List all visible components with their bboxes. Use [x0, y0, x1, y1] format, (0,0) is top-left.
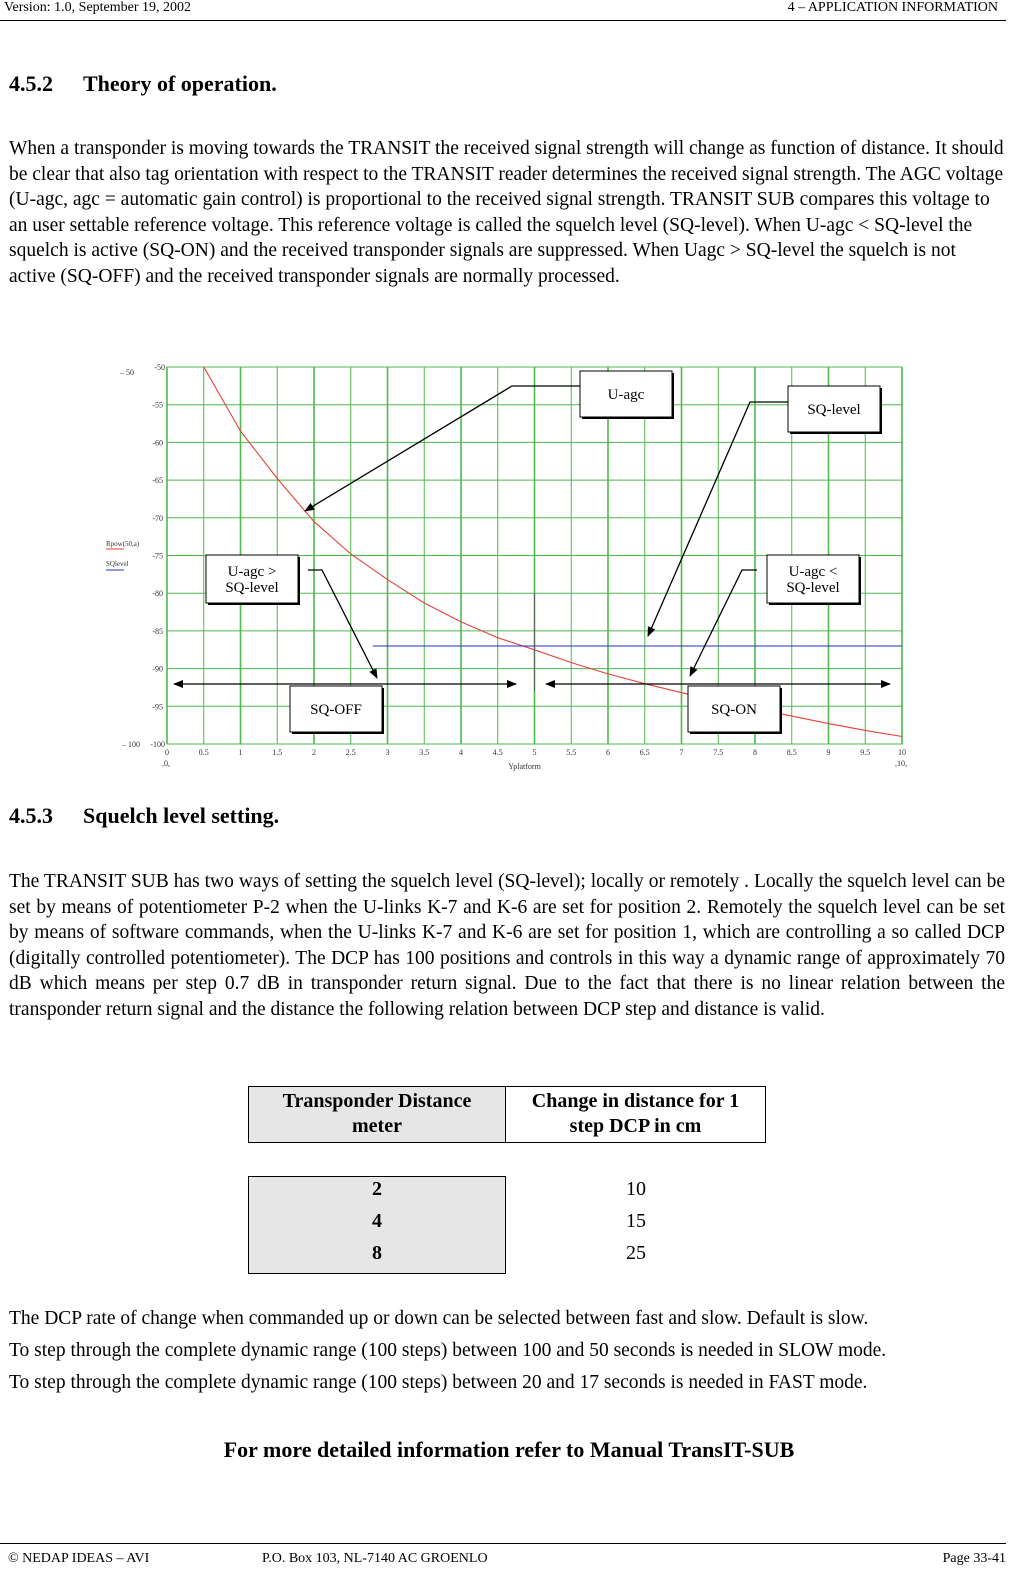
x-tick-label: 1 — [238, 748, 243, 757]
y-tick-label: -100 — [150, 740, 165, 749]
x-tick-label: 5 — [532, 748, 537, 757]
y-corner-bottom: – 100 — [122, 740, 140, 749]
uagc-lt-box-text: U-agc < — [788, 564, 838, 580]
uagc-lt-box-text: SQ-level — [786, 580, 840, 596]
legend-entry: SQlevel — [106, 560, 129, 568]
table-cell-change: 15 — [626, 1210, 646, 1232]
x-tick-label: 3 — [385, 748, 390, 757]
footer-rule — [0, 1543, 1006, 1544]
x-tick-label: 0 — [165, 748, 169, 757]
y-tick-label: -90 — [152, 664, 163, 674]
header-version: Version: 1.0, September 19, 2002 — [4, 0, 192, 15]
footer-company: © NEDAP IDEAS – AVI — [8, 1551, 150, 1566]
y-tick-label: -50 — [154, 363, 165, 372]
theory-paragraph: When a transponder is moving towards the TRANSIT the received signal strength will change as function of distance. It should be clear that also tag orientation with respect to the TRANSIT reader determines the received signal strength. The AGC voltage (U-agc, agc = automatic gain control) is proportional to the received signal strength. TRANSIT SUB compares this voltage to an user settable reference voltage. This reference voltage is called the squelch level (SQ-level). When U-agc < SQ-level the squelch is active (SQ-ON) and the received transponder signals are suppressed. When Uagc > SQ-level the squelch is not active (SQ-OFF) and the received transponder signals are normally processed. — [9, 138, 1004, 287]
x-tick-label: 6 — [606, 748, 610, 757]
x-tick-label: 8.5 — [786, 748, 797, 757]
x-tick-label: 5.5 — [566, 748, 577, 757]
x-axis-label: Yplatform — [508, 762, 541, 771]
x-corner-left: ,0, — [162, 759, 170, 768]
y-tick-label: -65 — [152, 476, 163, 486]
x-tick-label: 2 — [312, 748, 316, 757]
legend-entry: Rpow(50,a) — [106, 540, 140, 548]
section-heading-4-5-3 — [9, 803, 279, 829]
x-tick-label: 2.5 — [345, 748, 356, 757]
x-corner-right: ,10, — [895, 759, 907, 768]
sqlevel-box-text: SQ-level — [807, 402, 861, 418]
y-tick-label: -85 — [152, 626, 163, 636]
table-cell-distance: 2 — [372, 1178, 382, 1200]
section-title: Theory of operation. — [83, 71, 277, 96]
x-tick-label: 6.5 — [639, 748, 650, 757]
table-header-distance — [248, 1086, 506, 1143]
sqoff-box-text: SQ-OFF — [310, 702, 362, 718]
y-tick-label: -55 — [152, 400, 163, 410]
uagc-gt-box-text: U-agc > — [227, 564, 277, 580]
footer-page: Page 33-41 — [942, 1551, 1006, 1566]
y-tick-label: -60 — [152, 438, 163, 448]
note-rate-of-change: The DCP rate of change when commanded up or down can be selected between fast and slow. Default is slow. — [9, 1308, 869, 1329]
header-line: step DCP in cm — [569, 1115, 702, 1137]
x-tick-label: 9 — [826, 748, 831, 757]
y-tick-label: -70 — [152, 513, 163, 523]
y-tick-label: -75 — [152, 551, 163, 561]
header-line: meter — [352, 1115, 402, 1137]
y-tick-label: -95 — [152, 702, 163, 712]
section-title: Squelch level setting. — [83, 803, 280, 828]
section-heading-4-5-2 — [9, 71, 277, 97]
section-number: 4.5.2 — [9, 71, 53, 96]
header-rule — [0, 20, 1006, 21]
x-tick-label: 7 — [679, 748, 684, 757]
y-corner-top: – 50 — [120, 368, 134, 377]
uagc-box-text: U-agc — [607, 387, 645, 403]
x-tick-label: 0.5 — [198, 748, 209, 757]
header-line: Transponder Distance — [282, 1090, 472, 1112]
x-tick-label: 7.5 — [713, 748, 724, 757]
header-chapter: 4 – APPLICATION INFORMATION — [787, 0, 998, 15]
table-cell-distance: 8 — [372, 1242, 382, 1264]
header-line: Change in distance for 1 — [531, 1090, 740, 1112]
table-cell-distance: 4 — [372, 1210, 382, 1232]
x-tick-label: 4 — [459, 748, 463, 757]
section-number: 4.5.3 — [9, 803, 53, 828]
footer-address: P.O. Box 103, NL-7140 AC GROENLO — [262, 1551, 488, 1566]
squelch-paragraph: The TRANSIT SUB has two ways of setting the squelch level (SQ-level); locally or remotely . Locally the squelch level can be set by means of potentiometer P-2 when the U-links K-7 and K-6 are set for position 2. Remotely the squelch level can be set by means of software commands, when the U-links K-7 and K-6 are set for position 1, which are controlling a so called DCP (digitally controlled potentiometer). The DCP has 100 positions and controls in this way a dynamic range of approximately 70 dB which means per step 0.7 dB in transponder return signal. Due to the fact that there is no linear relation between the transponder return signal and the distance the following relation between DCP step and distance is valid. — [9, 871, 1005, 1020]
note-fast-mode: To step through the complete dynamic range (100 steps) between 20 and 17 seconds is needed in FAST mode. — [9, 1372, 868, 1393]
squelch-chart — [100, 356, 920, 776]
uagc-gt-box-text: SQ-level — [225, 580, 279, 596]
table-cell-change: 10 — [626, 1178, 646, 1200]
x-tick-label: 4.5 — [492, 748, 503, 757]
table-header-change — [506, 1086, 766, 1143]
sqon-box-text: SQ-ON — [711, 702, 757, 718]
manual-reference: For more detailed information refer to Manual TransIT-SUB — [223, 1437, 795, 1462]
y-tick-label: -80 — [152, 589, 163, 599]
note-slow-mode: To step through the complete dynamic range (100 steps) between 100 and 50 seconds is needed in SLOW mode. — [9, 1340, 887, 1361]
x-tick-label: 9.5 — [860, 748, 871, 757]
x-tick-label: 8 — [753, 748, 757, 757]
table-cell-change: 25 — [626, 1242, 646, 1264]
x-tick-label: 1.5 — [272, 748, 283, 757]
x-tick-label: 3.5 — [419, 748, 430, 757]
x-tick-label: 10 — [898, 748, 906, 757]
